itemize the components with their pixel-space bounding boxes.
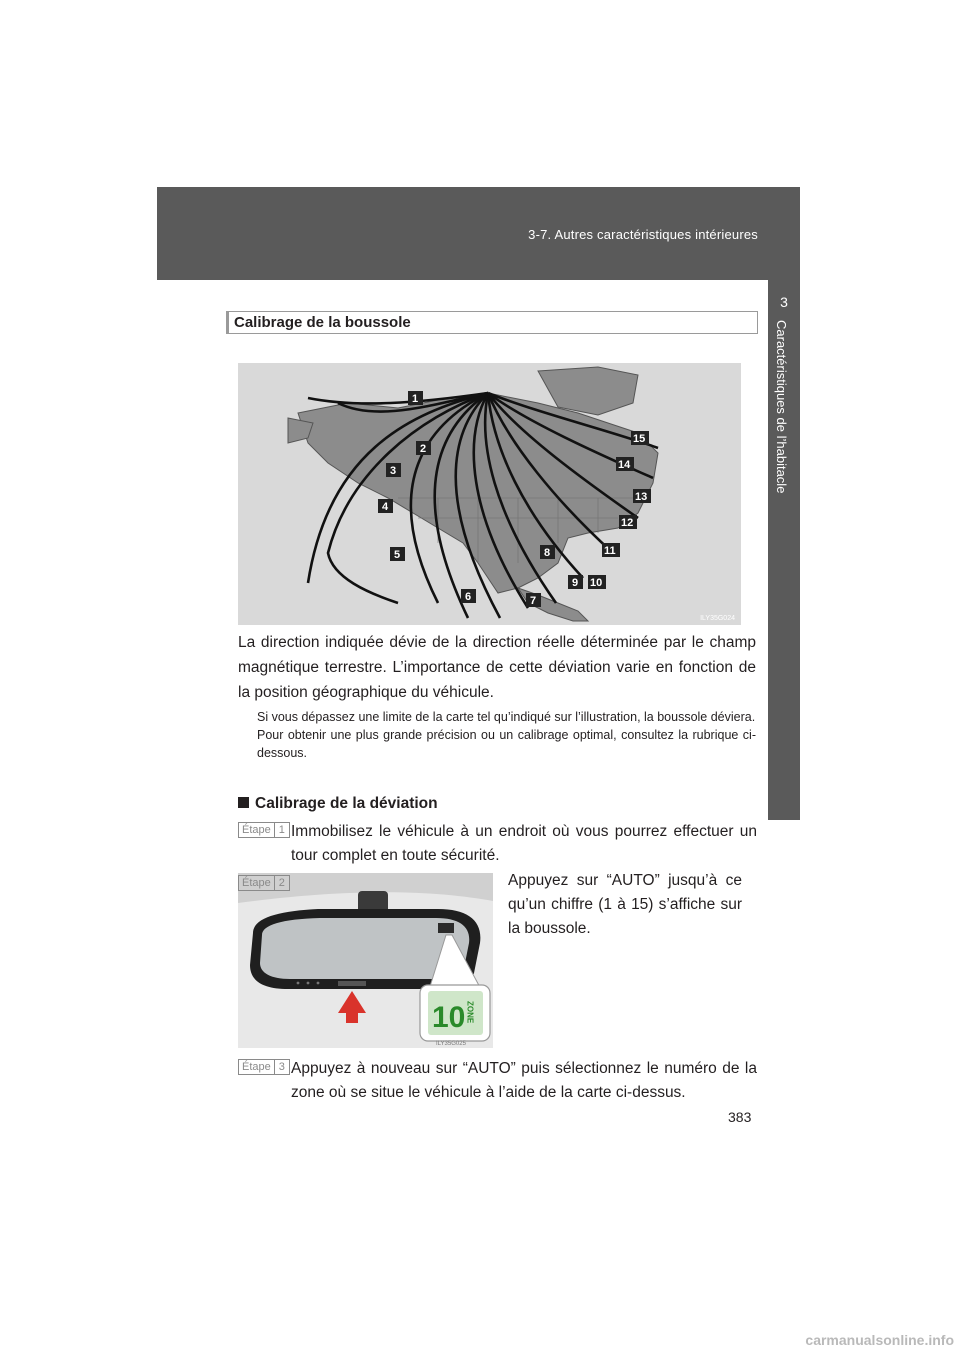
step-2-badge-wrap <box>238 875 290 894</box>
mirror-illustration <box>238 873 493 1048</box>
zone-label-7: 7 <box>530 595 537 607</box>
zone-label-13: 13 <box>635 491 648 503</box>
note-block <box>257 708 756 762</box>
display-number: 10 <box>432 1001 466 1034</box>
step-3-text: Appuyez à nouveau sur “AUTO” puis sélectionnez le numéro de la zone où se situe le véhicule à l’aide de la carte ci-dessus. <box>291 1060 757 1101</box>
page-number: 383 <box>728 1109 752 1125</box>
subheading <box>238 795 438 813</box>
zone-label-10: 10 <box>590 577 603 589</box>
step-2-text: Appuyez sur “AUTO” jusqu’à ce qu’un chiffre (1 à 15) s’affiche sur la boussole. <box>508 872 742 937</box>
mirror-drawing <box>238 873 493 1048</box>
header-band <box>157 187 800 280</box>
chapter-number: 3 <box>780 294 788 310</box>
step-1-badge: Étape 1 <box>238 822 290 838</box>
zone-label-8: 8 <box>544 547 551 559</box>
watermark: carmanualsonline.info <box>805 1332 954 1348</box>
chapter-side-tab <box>768 280 800 820</box>
header-section-title: 3-7. Autres caractéristiques intérieures <box>528 227 758 242</box>
square-bullet-icon <box>238 797 249 808</box>
step-2-badge: Étape 2 <box>238 875 290 891</box>
subheading-text: Calibrage de la déviation <box>255 795 438 812</box>
chapter-label: Caractéristiques de l’habitacle <box>774 320 789 494</box>
zone-label-15: 15 <box>633 433 646 445</box>
step-1 <box>238 820 758 864</box>
section-title: Calibrage de la boussole <box>226 311 758 334</box>
intro-paragraph: La direction indiquée dévie de la direction réelle déterminée par le champ magnétique terrestre. L’importance de cette déviation varie en fonction de la position géographique du véhicule. <box>238 634 756 701</box>
zone-label-11: 11 <box>604 545 616 557</box>
display-word: ZONE <box>465 1001 475 1024</box>
step-3-badge: Étape 3 <box>238 1059 290 1075</box>
zone-label-4: 4 <box>382 501 389 513</box>
zone-label-9: 9 <box>572 577 579 589</box>
zone-label-14: 14 <box>618 459 631 471</box>
compass-zone-map <box>238 363 741 625</box>
zone-label-5: 5 <box>394 549 401 561</box>
zone-label-1: 1 <box>412 393 419 405</box>
step-1-text: Immobilisez le véhicule à un endroit où vous pourrez effectuer un tour complet en toute sécurité. <box>291 823 757 864</box>
zone-label-12: 12 <box>621 517 634 529</box>
mirror-figure-code: ILY35G025 <box>436 1041 466 1047</box>
zone-label-6: 6 <box>465 591 472 603</box>
note-1: Si vous dépassez une limite de la carte tel qu’indiqué sur l’illustration, la boussole déviera. <box>257 710 756 724</box>
zone-label-3: 3 <box>390 465 397 477</box>
map-illustration <box>238 363 741 625</box>
map-figure-code: ILY35G024 <box>700 615 735 622</box>
zone-label-2: 2 <box>420 443 427 455</box>
note-2: Pour obtenir une plus grande précision ou un calibrage optimal, consultez la rubrique ci-dessous. <box>257 728 756 760</box>
step-3 <box>238 1057 758 1101</box>
